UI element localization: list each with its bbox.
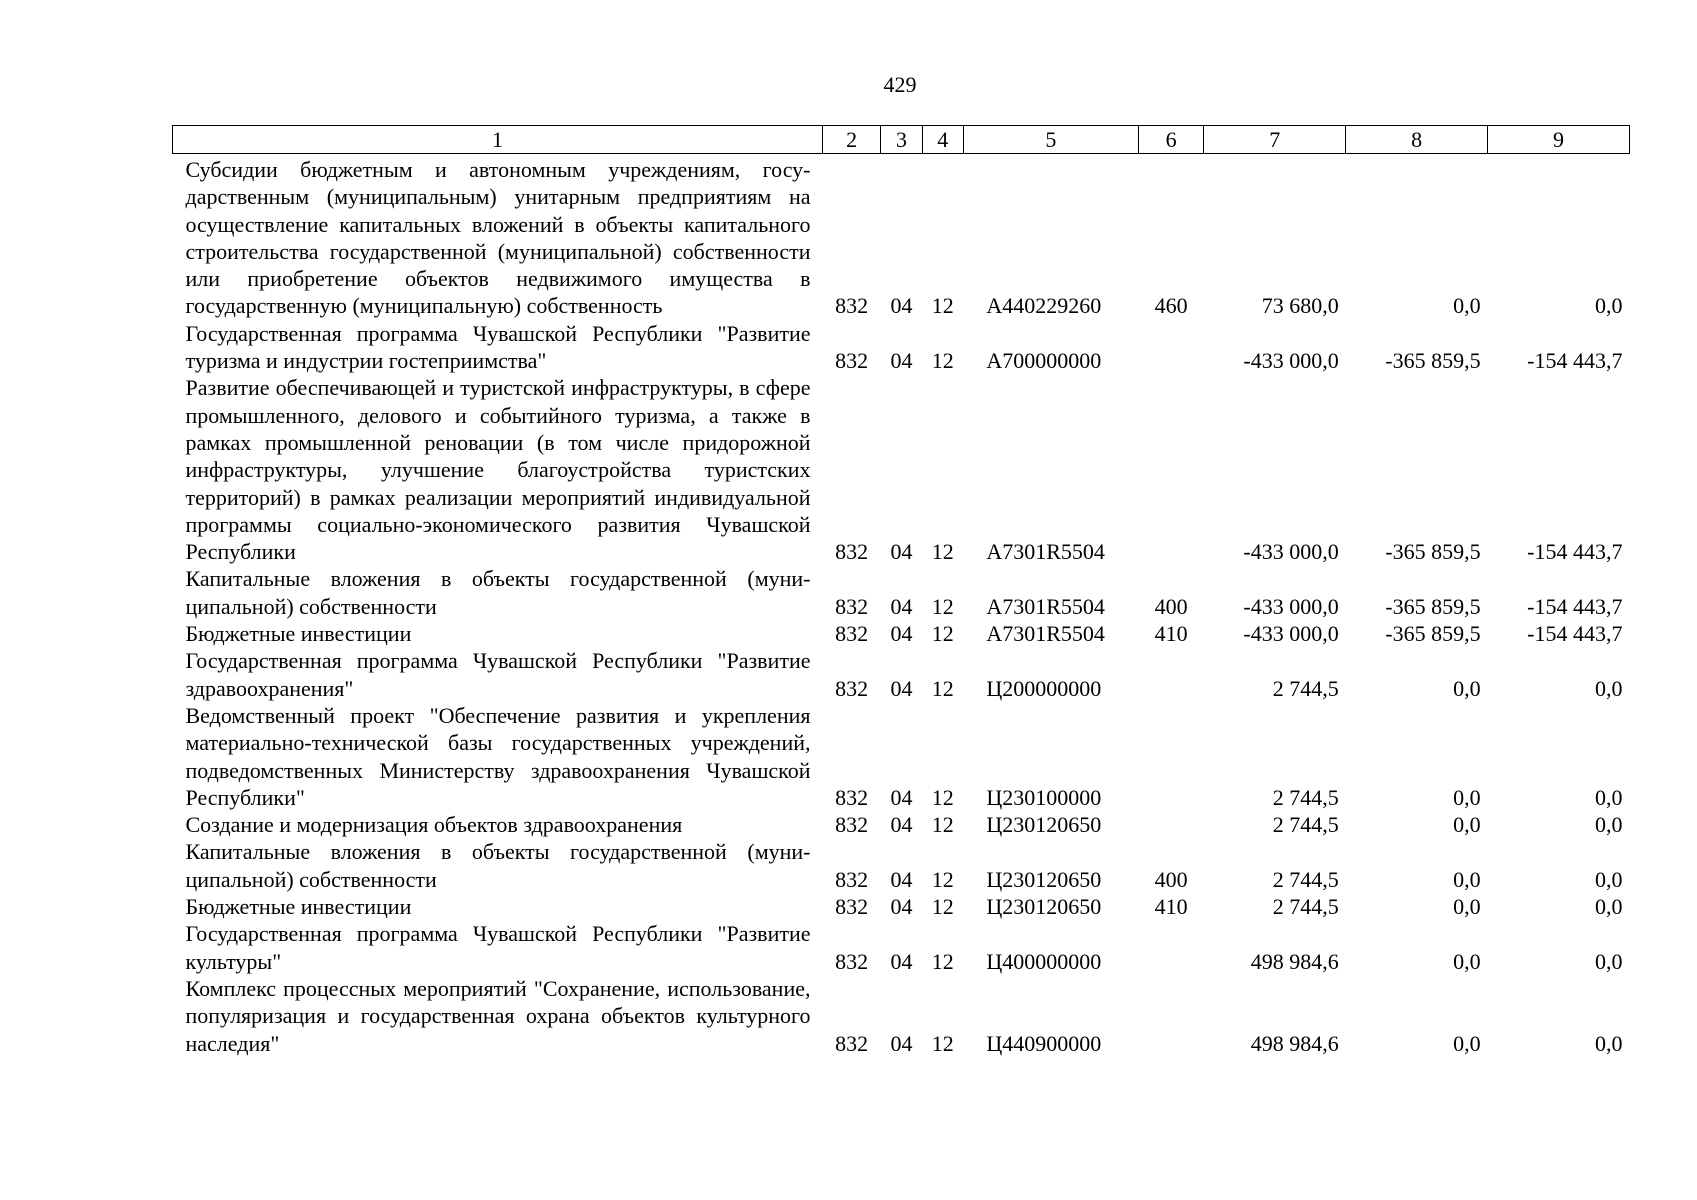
cell-amount-col9: 0,0 [1595, 812, 1623, 838]
cell-target-article: Ц230120650 [986, 894, 1102, 920]
cell-ministry-code: 832 [835, 784, 869, 810]
row-description: Государственная программа Чувашской Республики "Развитие культуры" [185, 921, 811, 974]
row-description: Бюджетные инвестиции [185, 621, 412, 647]
cell-target-article: А7301R5504 [986, 621, 1105, 647]
cell-amount-col9: -154 443,7 [1527, 621, 1623, 647]
cell-amount-col8: -365 859,5 [1385, 348, 1481, 374]
cell-target-article: Ц400000000 [986, 948, 1102, 974]
cell-expense-type: 410 [1154, 894, 1188, 920]
page-number: 429 [883, 72, 917, 97]
cell-section-code: 04 [890, 621, 913, 647]
cell-subsection-code: 12 [931, 593, 954, 619]
cell-section-code: 04 [890, 784, 913, 810]
cell-ministry-code: 832 [835, 348, 869, 374]
table-row [173, 620, 1630, 647]
cell-ministry-code: 832 [835, 539, 869, 565]
cell-expense-type [1138, 811, 1203, 838]
row-description: Капитальные вложения в объекты государственной (муниципальной) собственности [185, 839, 811, 892]
cell-target-article: А440229260 [986, 293, 1102, 319]
table-row [173, 320, 1630, 375]
cell-ministry-code: 832 [835, 621, 869, 647]
cell-subsection-code: 12 [931, 894, 954, 920]
table-row [173, 920, 1630, 975]
cell-subsection-code: 12 [931, 866, 954, 892]
cell-subsection-code: 12 [931, 348, 954, 374]
cell-ministry-code: 832 [835, 593, 869, 619]
cell-amount-col9: 0,0 [1595, 1030, 1623, 1056]
table-row [173, 154, 1630, 320]
cell-target-article: Ц200000000 [986, 675, 1102, 701]
cell-section-code: 04 [890, 1030, 913, 1056]
row-description: Создание и модернизация объектов здравоохранения [185, 812, 683, 838]
cell-ministry-code: 832 [835, 948, 869, 974]
column-header: 6 [1138, 126, 1203, 154]
cell-amount-col9: 0,0 [1595, 675, 1623, 701]
cell-expense-type: 400 [1154, 866, 1188, 892]
cell-expense-type [1138, 702, 1203, 811]
cell-amount-col8: 0,0 [1453, 866, 1481, 892]
cell-ministry-code: 832 [835, 894, 869, 920]
table-row [173, 702, 1630, 811]
row-description: Ведомственный проект "Обеспечение развития и укрепления материально-технической базы государственных учреждений, подведомственных Министерству здравоохранения Чувашской Республики" [185, 702, 811, 810]
cell-ministry-code: 832 [835, 1030, 869, 1056]
cell-subsection-code: 12 [931, 1030, 954, 1056]
cell-amount-col9: 0,0 [1595, 784, 1623, 810]
table-row [173, 893, 1630, 920]
cell-ministry-code: 832 [835, 866, 869, 892]
cell-section-code: 04 [890, 348, 913, 374]
column-header: 5 [963, 126, 1138, 154]
cell-amount-col7: 498 984,6 [1250, 948, 1339, 974]
cell-expense-type: 460 [1154, 293, 1188, 319]
cell-expense-type [1138, 920, 1203, 975]
cell-amount-col7: 2 744,5 [1272, 894, 1339, 920]
cell-amount-col8: -365 859,5 [1385, 593, 1481, 619]
cell-amount-col9: 0,0 [1595, 894, 1623, 920]
cell-section-code: 04 [890, 293, 913, 319]
cell-target-article: А7301R5504 [986, 593, 1105, 619]
header-row [173, 126, 1630, 154]
column-header: 9 [1488, 126, 1630, 154]
cell-amount-col8: 0,0 [1453, 293, 1481, 319]
row-description: Развитие обеспечивающей и туристской инфраструктуры, в сфере промышленного, делового и событийного туризма, а также в рамках промышленной реновации (в том числе придорожной инфраструктуры, улучшение благоустройства туристских территорий) в рамках реализации мероприятий индивидуальной программы социально-экономического развития Чувашской Республики [185, 375, 811, 565]
table-row [173, 838, 1630, 893]
cell-target-article: Ц440900000 [986, 1030, 1102, 1056]
cell-subsection-code: 12 [931, 812, 954, 838]
cell-expense-type [1138, 374, 1203, 565]
cell-ministry-code: 832 [835, 675, 869, 701]
cell-amount-col7: 2 744,5 [1272, 784, 1339, 810]
cell-amount-col7: 2 744,5 [1272, 812, 1339, 838]
cell-expense-type: 410 [1154, 621, 1188, 647]
table-row [173, 374, 1630, 565]
row-description: Государственная программа Чувашской Республики "Развитие здравоохранения" [185, 648, 811, 701]
cell-section-code: 04 [890, 948, 913, 974]
cell-section-code: 04 [890, 894, 913, 920]
cell-target-article: Ц230120650 [986, 812, 1102, 838]
cell-section-code: 04 [890, 812, 913, 838]
cell-target-article: А7301R5504 [986, 539, 1105, 565]
cell-amount-col9: -154 443,7 [1527, 539, 1623, 565]
column-header: 3 [881, 126, 922, 154]
cell-amount-col7: -433 000,0 [1243, 539, 1339, 565]
cell-amount-col8: -365 859,5 [1385, 621, 1481, 647]
cell-amount-col9: 0,0 [1595, 948, 1623, 974]
row-description: Комплекс процессных мероприятий "Сохранение, использование, популяризация и государственная охрана объектов культурного наследия" [185, 975, 811, 1056]
cell-target-article: А700000000 [986, 348, 1102, 374]
cell-section-code: 04 [890, 539, 913, 565]
cell-amount-col7: 73 680,0 [1261, 293, 1339, 319]
cell-subsection-code: 12 [931, 621, 954, 647]
cell-subsection-code: 12 [931, 948, 954, 974]
cell-amount-col7: -433 000,0 [1243, 348, 1339, 374]
cell-amount-col7: 498 984,6 [1250, 1030, 1339, 1056]
cell-amount-col8: 0,0 [1453, 784, 1481, 810]
cell-amount-col7: 2 744,5 [1272, 675, 1339, 701]
cell-amount-col8: 0,0 [1453, 675, 1481, 701]
cell-ministry-code: 832 [835, 293, 869, 319]
cell-section-code: 04 [890, 866, 913, 892]
cell-target-article: Ц230120650 [986, 866, 1102, 892]
column-header: 8 [1346, 126, 1488, 154]
cell-amount-col9: 0,0 [1595, 293, 1623, 319]
cell-expense-type [1138, 975, 1203, 1057]
cell-subsection-code: 12 [931, 539, 954, 565]
cell-expense-type [1138, 647, 1203, 702]
table-row [173, 647, 1630, 702]
table-body [173, 154, 1630, 1057]
cell-amount-col7: -433 000,0 [1243, 621, 1339, 647]
cell-amount-col9: -154 443,7 [1527, 593, 1623, 619]
table-row [173, 565, 1630, 620]
table-header [173, 126, 1630, 154]
cell-amount-col7: 2 744,5 [1272, 866, 1339, 892]
cell-amount-col8: -365 859,5 [1385, 539, 1481, 565]
table-row [173, 811, 1630, 838]
row-description: Субсидии бюджетным и автономным учреждениям, государственным (муниципальным) унитарным предприятиям на осуществление капитальных вложений в объекты капитального строительства государственной (муниципальной) собственности или приобретение объектов недвижимого имущества в государственную (муниципальную) собственность [185, 157, 811, 319]
row-description: Бюджетные инвестиции [185, 894, 412, 920]
cell-expense-type [1138, 320, 1203, 375]
cell-expense-type: 400 [1154, 593, 1188, 619]
cell-amount-col9: 0,0 [1595, 866, 1623, 892]
column-header: 2 [823, 126, 881, 154]
row-description: Капитальные вложения в объекты государственной (муниципальной) собственности [185, 566, 811, 619]
cell-amount-col8: 0,0 [1453, 894, 1481, 920]
cell-section-code: 04 [890, 593, 913, 619]
column-header: 7 [1204, 126, 1346, 154]
cell-subsection-code: 12 [931, 675, 954, 701]
column-header: 4 [922, 126, 963, 154]
table-row [173, 975, 1630, 1057]
cell-amount-col8: 0,0 [1453, 948, 1481, 974]
cell-amount-col9: -154 443,7 [1527, 348, 1623, 374]
column-header: 1 [173, 126, 823, 154]
cell-target-article: Ц230100000 [986, 784, 1102, 810]
cell-ministry-code: 832 [835, 812, 869, 838]
cell-subsection-code: 12 [931, 784, 954, 810]
cell-amount-col8: 0,0 [1453, 1030, 1481, 1056]
cell-amount-col7: -433 000,0 [1243, 593, 1339, 619]
cell-section-code: 04 [890, 675, 913, 701]
row-description: Государственная программа Чувашской Республики "Развитие туризма и индустрии гостеприимства" [185, 320, 811, 374]
cell-subsection-code: 12 [931, 293, 954, 319]
budget-table [172, 125, 1630, 1057]
cell-amount-col8: 0,0 [1453, 812, 1481, 838]
